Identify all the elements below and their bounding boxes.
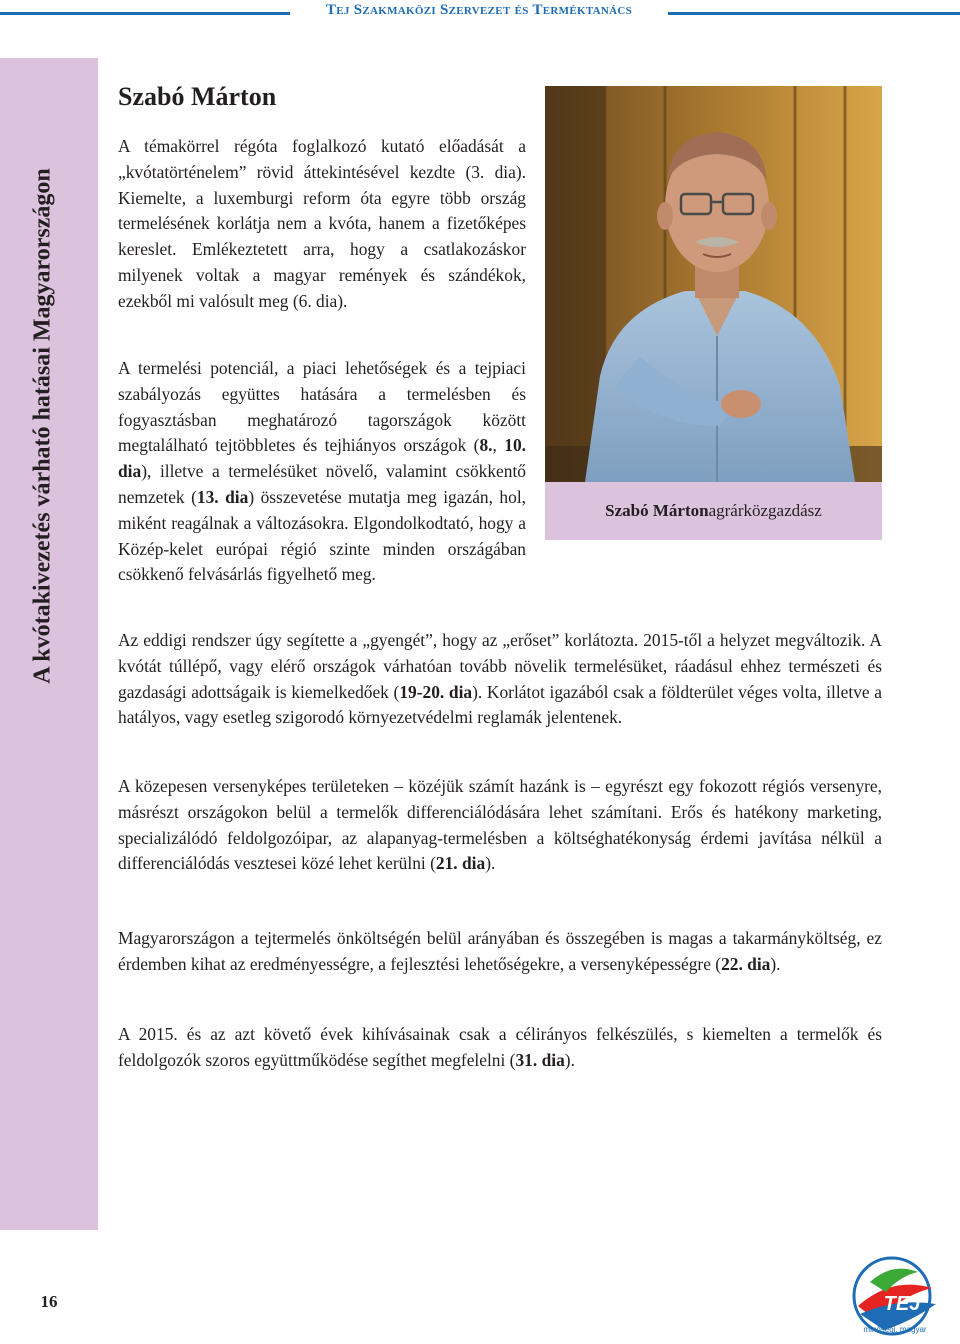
page-number: 16 [40, 1292, 58, 1311]
text-run: A termelési potenciál, a piaci lehetőségek és a tejpiaci szabályozás együttes hatására a termelésben és fogyasztásban meghatározó tagországok között megtalálható tejtöbbletes és tejhiányos országok ( [118, 358, 526, 456]
bold-run: dia [462, 853, 486, 874]
caption-role: agrárközgazdász [708, 501, 822, 520]
paragraph-3-block [118, 628, 882, 731]
text-run: A témakörrel régóta foglalkozó kutató előadását a „kvótatörténelem” rövid áttekintésével kezdte (3. dia). Kiemelte, a luxemburgi reform óta egyre több ország termelésének korlátja nem a kvóta, hanem a fizetőképes kereslet. Emlékeztetett arra, hogy a csatlakozáskor milyenek voltak a magyar remények és szándékok, ezekből mi valósult meg (6. dia). [118, 136, 526, 311]
text-run: Magyarországon a tejtermelés önköltségén belül arányában és összegében is magas a takarmányköltség, ez érdemben kihat az eredményességre, a fejlesztési lehetőségekre, a versenyképességre ( [118, 928, 882, 974]
sidebar-vertical-title: A kvótakivezetés várható hatásai Magyarországon [29, 168, 56, 684]
caption-name: Szabó Márton [605, 501, 709, 520]
text-run: ). Korlátot igazából csak a földterület véges volta, illetve a hatályos, vagy esetleg szigorodó környezetvédelmi reglamák jelentenek. [118, 681, 882, 728]
bold-run: dia [448, 681, 473, 702]
bold-run: 22. [721, 953, 743, 974]
text-run: ). [770, 953, 781, 974]
paragraph-1 [118, 134, 526, 315]
paragraph-2-block [118, 356, 526, 588]
paragraph-3 [118, 628, 882, 731]
paragraph-4-block [118, 774, 882, 877]
bold-run: 31. [515, 1049, 538, 1070]
text-run: A 2015. és az azt követő évek kihívásainak csak a célirányos felkészülés, s kiemelten a termelők és feldolgozók szoros együttműködése segíthet megfelelni ( [118, 1024, 882, 1070]
text-run: ) összevetése mutatja meg igazán, hol, miként reagálnak a változásokra. Elgondolkodtató, hogy a Közép-kelet európai régió szinte minden országában csökkenő felvásárlás figyelhető meg. [118, 486, 526, 585]
tej-logo [840, 1252, 950, 1336]
paragraph-1-block [118, 134, 526, 315]
bold-run: dia [225, 486, 249, 507]
text-run: , [492, 435, 505, 456]
text-run: ). [485, 853, 496, 874]
paragraph-6 [118, 1022, 882, 1074]
bold-run: dia [118, 461, 142, 482]
text-run: Az eddigi rendszer úgy segítette a „gyengét”, hogy az „erőset” korlátozta. 2015-től a helyzet megváltozik. A kvótát túllépő, vagy elérő országok várhatóan tovább növelik termelésüket, ráadásul ehhez természeti és gazdasági adottságaik is kiemelkedőek ( [118, 630, 882, 702]
speaker-photo-illustration [545, 86, 882, 482]
speaker-heading: Szabó Márton [118, 82, 277, 111]
logo-brand: TEJ [883, 1293, 921, 1315]
header-rule-left [0, 12, 290, 15]
sidebar [0, 58, 98, 1230]
photo-caption [545, 482, 882, 540]
bold-run: dia [747, 953, 771, 974]
text-run: ). [564, 1049, 575, 1070]
bold-run: 8. [479, 435, 493, 456]
header-rule-right [668, 12, 960, 15]
paragraph-2 [118, 356, 526, 588]
paragraph-5 [118, 926, 882, 978]
speaker-photo [545, 86, 882, 482]
text-run: ), illetve a termelésüket növelő, valamint csökkentő nemzetek ( [118, 461, 526, 507]
bold-run: 19-20. [399, 681, 445, 702]
logo-tagline: minőségi, magyar [863, 1325, 927, 1334]
bold-run: 10. [504, 435, 526, 456]
tej-logo-icon [840, 1252, 950, 1336]
paragraph-4 [118, 774, 882, 877]
running-header [0, 0, 960, 28]
header-title: Tej Szakmaközi Szervezet és Terméktanács [325, 2, 633, 18]
bold-run: 21. [435, 853, 458, 874]
bold-run: dia [541, 1049, 565, 1070]
text-run: A közepesen versenyképes területeken – közéjük számít hazánk is – egyrészt egy fokozott régiós versenyre, másrészt országokon belül a termelők differenciálódására lehet számítani. Erős és hatékony marketing, specializálódó feldolgozóipar, az alapanyag-termelésben a költséghatékonyság érdemi javítása nélkül a differenciálódás vesztesei közé lehet kerülni ( [118, 776, 882, 874]
paragraph-6-block [118, 1022, 882, 1074]
bold-run: 13. [196, 486, 219, 507]
paragraph-5-block [118, 926, 882, 978]
